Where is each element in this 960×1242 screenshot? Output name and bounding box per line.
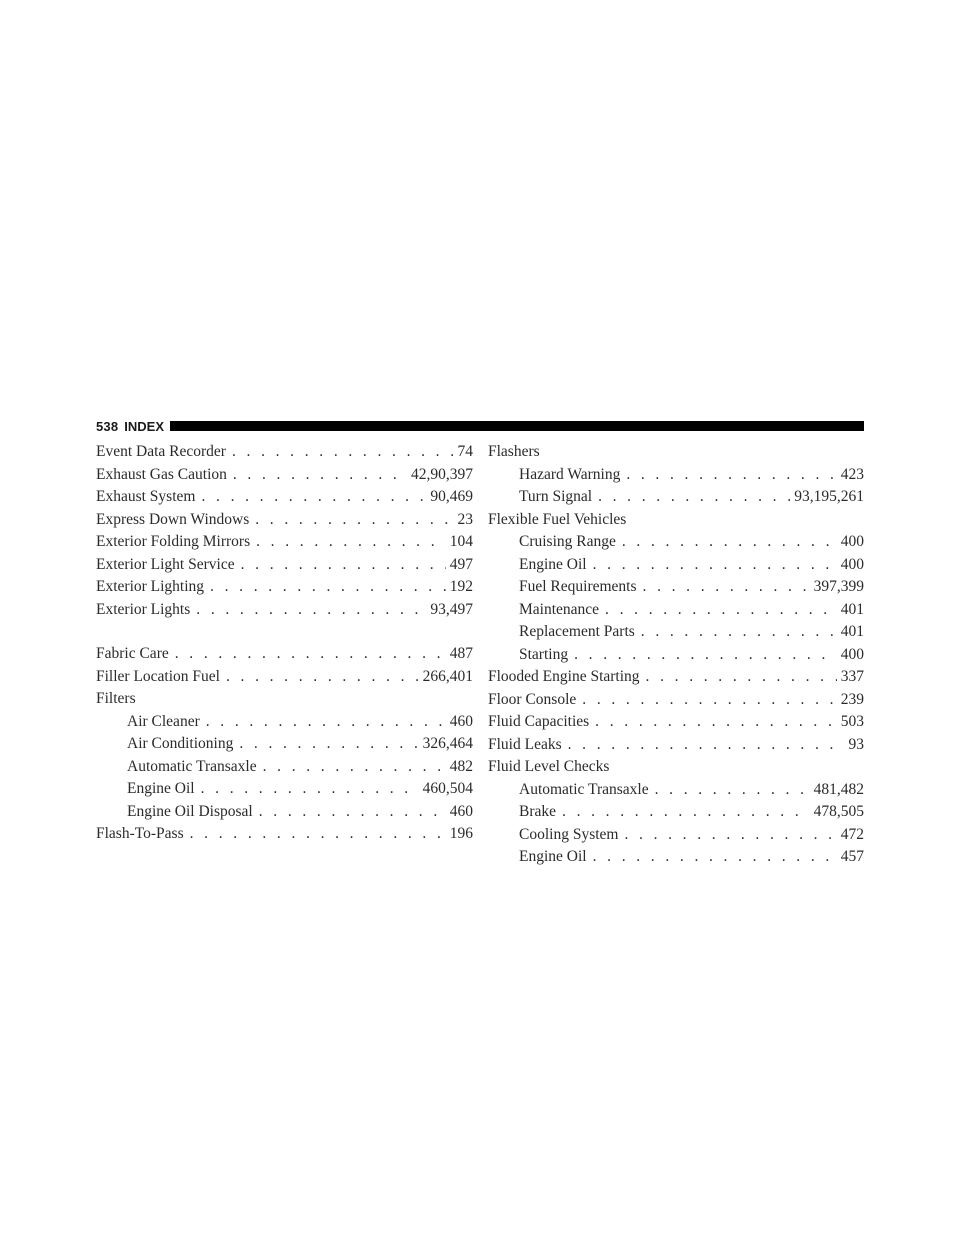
index-page-ref: 481,482	[813, 780, 864, 798]
index-entry-label: Flexible Fuel Vehicles	[488, 510, 627, 528]
index-page-ref: 497	[449, 555, 473, 573]
dot-leader	[598, 486, 790, 509]
index-entry-label: Engine Oil Disposal	[127, 802, 253, 820]
index-entry	[96, 576, 473, 599]
index-entry-label: Engine Oil	[519, 848, 587, 865]
index-subentry	[488, 486, 864, 509]
index-entry	[488, 734, 864, 757]
index-page-ref: 326,464	[422, 735, 473, 752]
index-entry-label: Fuel Requirements	[519, 578, 637, 595]
dot-leader	[263, 756, 446, 779]
index-page-ref: 397,399	[813, 578, 864, 595]
dot-leader	[626, 464, 836, 487]
index-entry	[96, 509, 473, 532]
index-entry	[96, 486, 473, 509]
index-entry-label: Replacement Parts	[519, 623, 635, 640]
index-subentry	[488, 824, 864, 847]
index-heading	[96, 688, 473, 711]
index-page-ref: 460,504	[422, 780, 473, 797]
dot-leader	[595, 711, 837, 734]
index-subentry	[488, 599, 864, 622]
dot-leader	[233, 464, 407, 487]
index-entry-label: Turn Signal	[519, 488, 593, 505]
dot-leader	[655, 779, 810, 802]
index-page-ref: 196	[449, 825, 473, 842]
index-heading	[488, 509, 864, 532]
index-entry-label: Exterior Lighting	[96, 578, 205, 595]
index-entry	[488, 711, 864, 734]
dot-leader	[643, 576, 810, 599]
index-subentry	[488, 846, 864, 869]
index-page-ref: 478,505	[813, 803, 864, 820]
index-entry-label: Filler Location Fuel	[96, 667, 220, 685]
dot-leader	[175, 643, 446, 666]
index-entry-label: Flooded Engine Starting	[488, 668, 640, 685]
index-entry	[96, 599, 473, 622]
dot-leader	[582, 689, 836, 712]
index-subentry	[488, 576, 864, 599]
index-page-ref: 423	[840, 465, 864, 483]
dot-leader	[574, 644, 837, 667]
index-page-ref: 93	[848, 735, 864, 753]
index-entry-label: Exterior Folding Mirrors	[96, 533, 251, 550]
index-page-ref: 239	[840, 690, 864, 708]
dot-leader	[622, 531, 837, 554]
dot-leader	[210, 576, 446, 599]
dot-leader	[641, 621, 837, 644]
index-page-ref: 93,195,261	[794, 488, 864, 505]
index-page-ref: 104	[449, 533, 473, 550]
index-column-left	[96, 441, 473, 846]
index-page-ref: 23	[457, 510, 473, 528]
index-entry-label: Filters	[96, 690, 136, 707]
dot-leader	[568, 734, 845, 757]
index-heading	[488, 756, 864, 779]
dot-leader	[562, 801, 810, 824]
dot-leader	[196, 599, 426, 622]
index-entry-label: Fluid Capacities	[488, 713, 590, 730]
dot-leader	[190, 823, 446, 846]
page-header	[96, 416, 864, 436]
index-entry-label: Air Conditioning	[127, 735, 234, 752]
index-entry	[96, 531, 473, 554]
dot-leader	[206, 711, 446, 734]
index-page-ref: 337	[840, 668, 864, 685]
index-subentry	[488, 644, 864, 667]
dot-leader	[241, 554, 446, 577]
index-subentry	[96, 801, 473, 824]
index-entry	[96, 441, 473, 464]
index-page-ref: 90,469	[430, 488, 473, 505]
dot-leader	[593, 846, 837, 869]
index-entry-label: Exterior Light Service	[96, 555, 235, 573]
index-subentry	[488, 554, 864, 577]
dot-leader	[593, 554, 837, 577]
index-entry-label: Cruising Range	[519, 533, 616, 550]
index-gap	[96, 621, 473, 643]
index-entry-label: Automatic Transaxle	[519, 780, 649, 798]
index-entry	[488, 689, 864, 712]
dot-leader	[226, 666, 419, 689]
index-entry-label: Fluid Leaks	[488, 735, 562, 753]
index-entry-label: Event Data Recorder	[96, 443, 226, 460]
index-subentry	[488, 801, 864, 824]
index-page-ref: 400	[840, 533, 864, 550]
index-page-ref: 400	[840, 645, 864, 663]
dot-leader	[255, 509, 453, 532]
index-entry-label: Engine Oil	[519, 555, 587, 573]
index-subentry	[96, 778, 473, 801]
index-entry-label: Maintenance	[519, 600, 600, 618]
index-page-ref: 503	[840, 713, 864, 730]
dot-leader	[201, 486, 426, 509]
index-entry-label: Flash-To-Pass	[96, 825, 184, 842]
index-entry-label: Flashers	[488, 443, 540, 460]
section-title: INDEX	[124, 418, 165, 434]
index-entry	[96, 823, 473, 846]
dot-leader	[605, 599, 837, 622]
index-column-right	[488, 441, 864, 869]
index-entry	[96, 643, 473, 666]
index-entry-label: Fluid Level Checks	[488, 758, 610, 775]
dot-leader	[646, 666, 837, 689]
index-entry-label: Engine Oil	[127, 780, 195, 797]
index-subentry	[96, 733, 473, 756]
index-entry-label: Fabric Care	[96, 645, 169, 662]
index-page-ref: 400	[840, 555, 864, 573]
index-entry-label: Air Cleaner	[127, 712, 200, 730]
index-page-ref: 401	[840, 600, 864, 618]
index-page-ref: 401	[840, 623, 864, 640]
dot-leader	[624, 824, 836, 847]
index-subentry	[96, 756, 473, 779]
index-page-ref: 487	[449, 645, 473, 662]
index-page-ref: 192	[449, 578, 473, 595]
dot-leader	[201, 778, 419, 801]
dot-leader	[232, 441, 454, 464]
index-page-ref: 457	[840, 848, 864, 865]
index-subentry	[488, 464, 864, 487]
index-page-ref: 74	[457, 443, 473, 460]
index-entry-label: Cooling System	[519, 825, 619, 843]
index-subentry	[488, 779, 864, 802]
dot-leader	[239, 733, 418, 756]
index-entry-label: Brake	[519, 803, 557, 820]
page-number: 538	[96, 418, 119, 434]
dot-leader	[259, 801, 446, 824]
index-subentry	[488, 621, 864, 644]
index-page-ref: 482	[449, 757, 473, 775]
index-page-ref: 93,497	[430, 600, 473, 618]
index-entry-label: Exhaust Gas Caution	[96, 465, 227, 483]
index-entry	[488, 666, 864, 689]
index-page-ref: 266,401	[422, 667, 473, 685]
index-page-ref: 42,90,397	[411, 465, 473, 483]
index-entry-label: Automatic Transaxle	[127, 757, 257, 775]
index-heading	[488, 441, 864, 464]
index-entry-label: Starting	[519, 645, 569, 663]
index-entry-label: Hazard Warning	[519, 465, 621, 483]
index-subentry	[488, 531, 864, 554]
index-page-ref: 472	[840, 825, 864, 843]
header-rule	[170, 421, 864, 431]
index-entry-label: Express Down Windows	[96, 510, 250, 528]
index-entry-label: Floor Console	[488, 690, 577, 708]
index-entry	[96, 464, 473, 487]
index-entry	[96, 554, 473, 577]
index-entry-label: Exhaust System	[96, 488, 196, 505]
index-subentry	[96, 711, 473, 734]
index-page-ref: 460	[449, 712, 473, 730]
dot-leader	[256, 531, 446, 554]
index-page-ref: 460	[449, 802, 473, 820]
index-entry-label: Exterior Lights	[96, 600, 191, 618]
index-entry	[96, 666, 473, 689]
